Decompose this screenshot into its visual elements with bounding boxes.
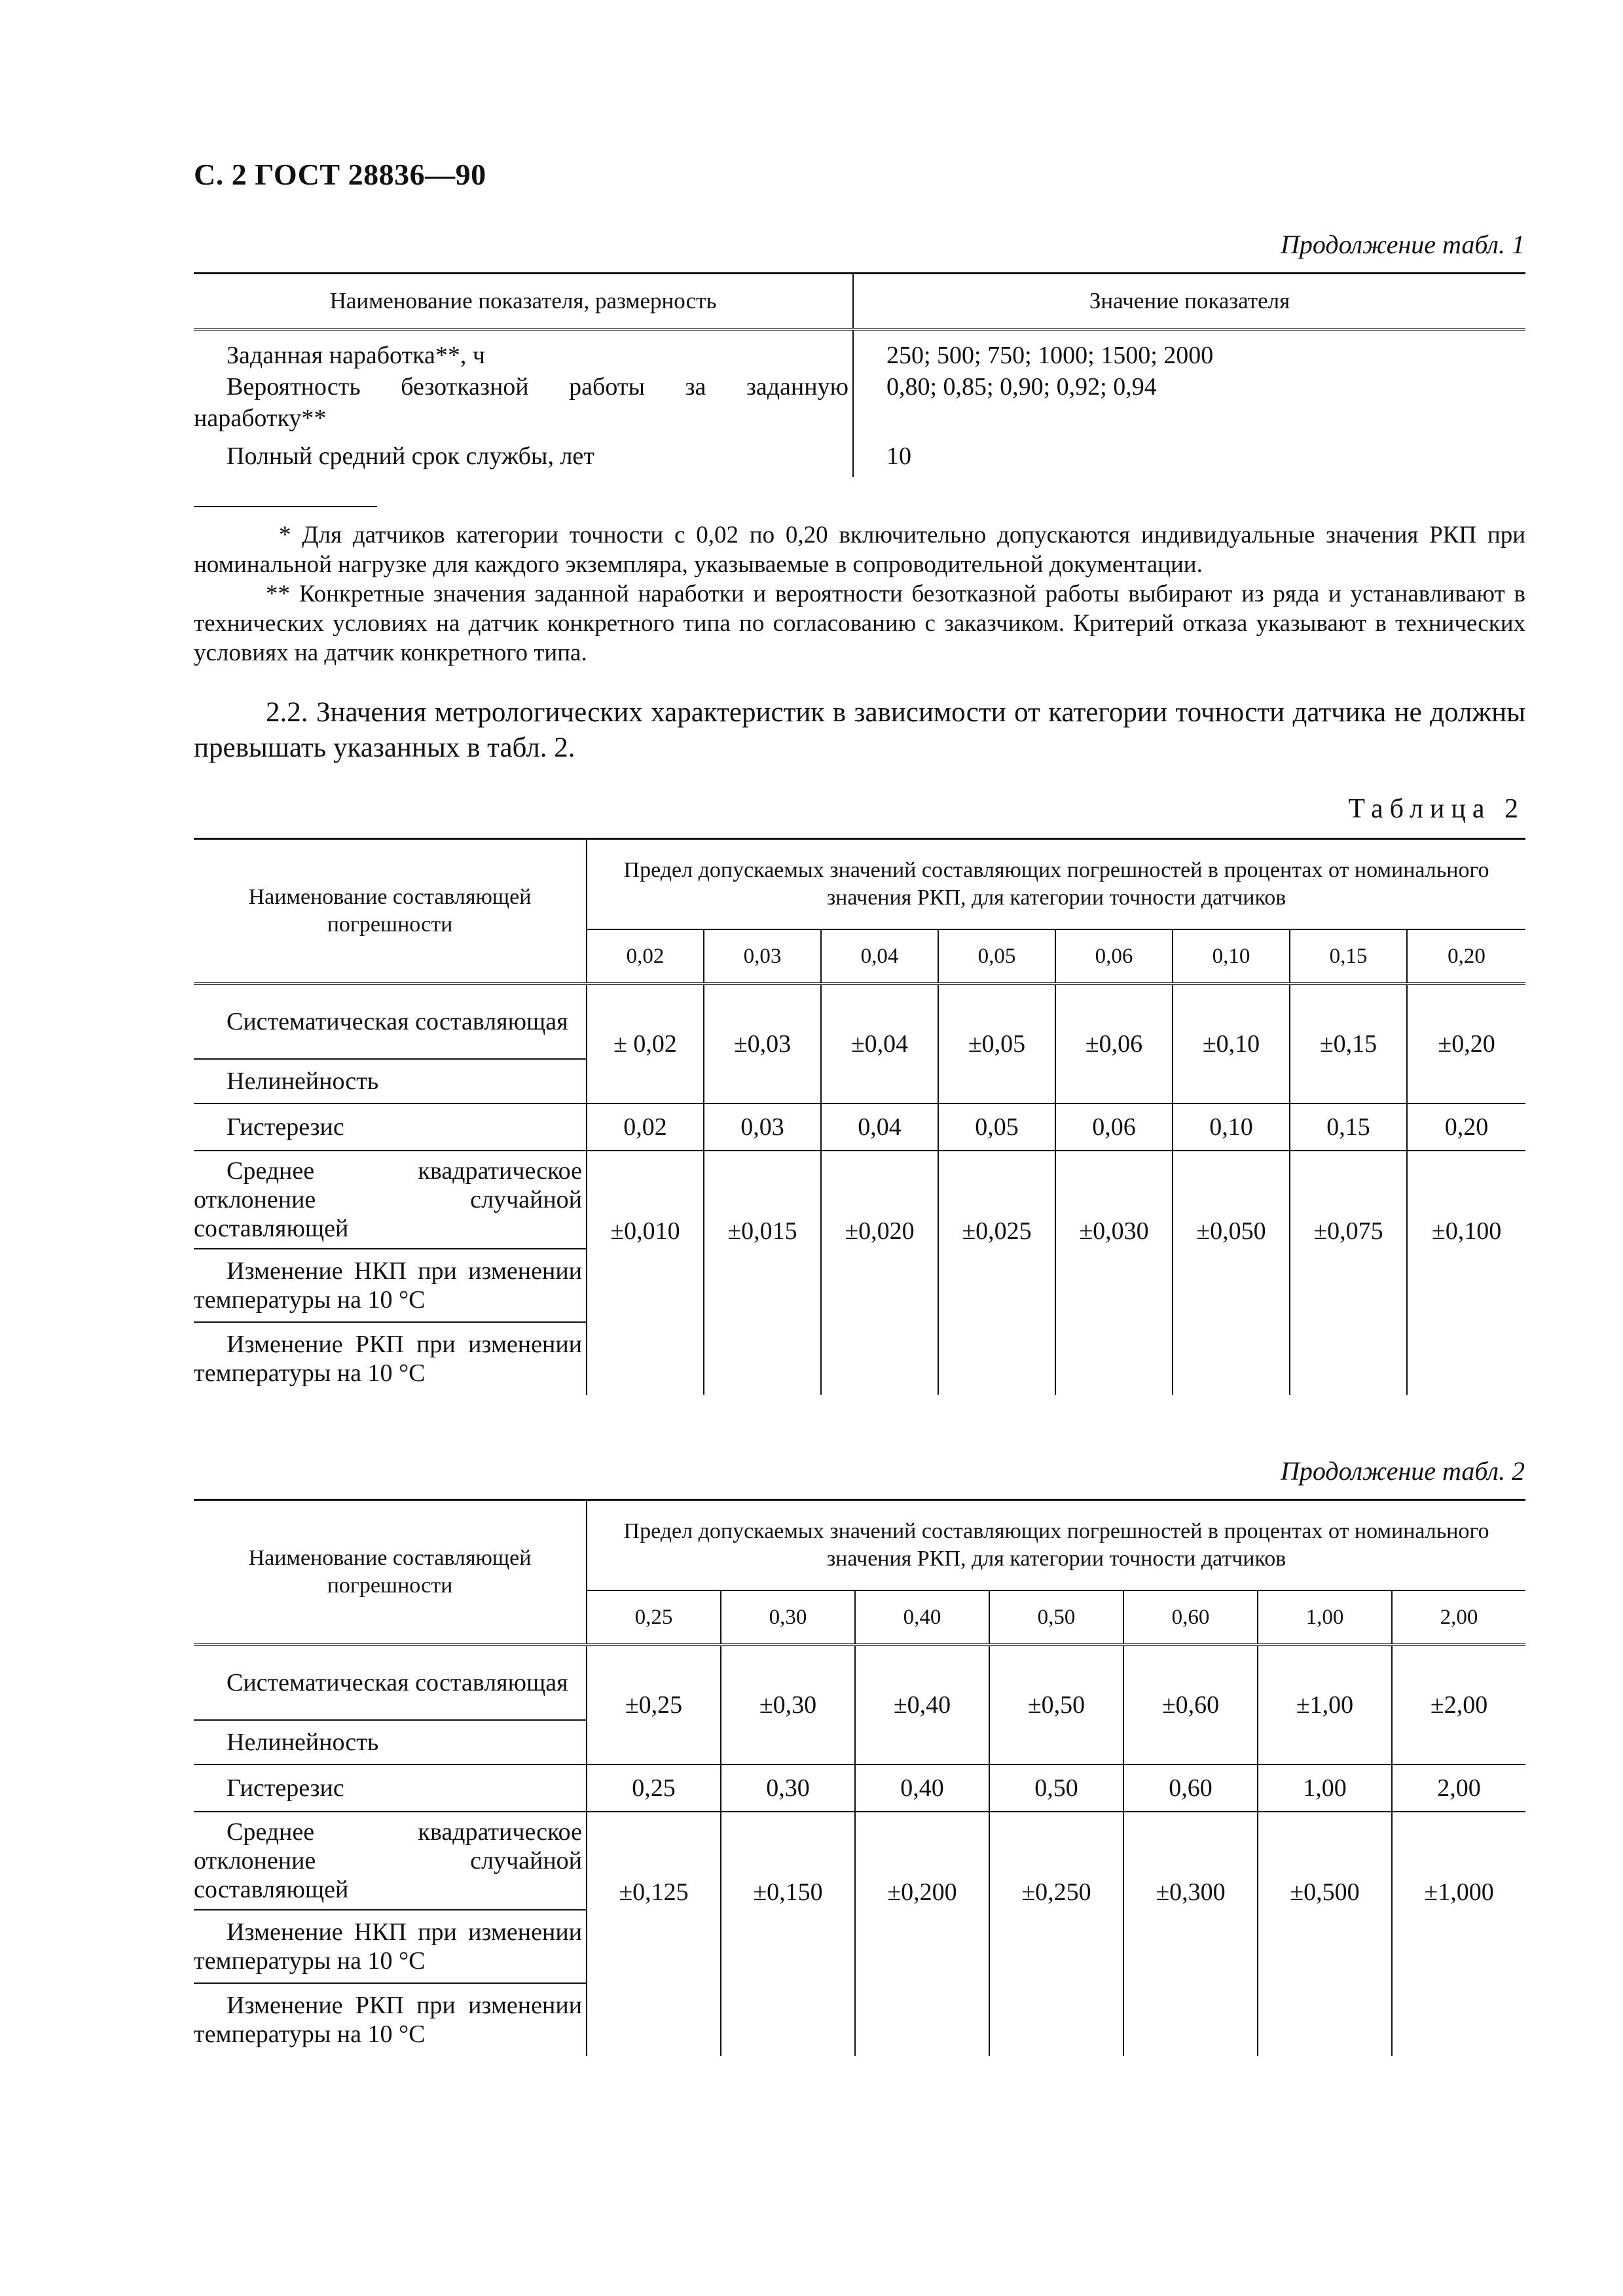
table3-caption: Продолжение табл. 2 xyxy=(1280,1456,1525,1486)
table3-category: 1,00 xyxy=(1258,1590,1392,1645)
paragraph-2-2: 2.2. Значения метрологических характеристик в зависимости от категории точности датчика не должны превышать указанных в табл. 2. xyxy=(194,697,1525,763)
table3-cell: 2,00 xyxy=(1392,1765,1525,1812)
table3-cell: 0,50 xyxy=(989,1765,1123,1812)
table2-row-hysteresis: Гистерезис xyxy=(194,1103,587,1151)
table3-cell: ±0,125 xyxy=(587,1812,721,2056)
table3-cell: 0,30 xyxy=(721,1765,855,1812)
footnote-1: * Для датчиков категории точности с 0,02 по 0,20 включительно допускаются индивидуальные значения РКП при номинальной нагрузке для каждого экземпляра, указываемые в сопроводительной документации. xyxy=(194,522,1525,578)
table3-row-nonlinearity: Нелинейность xyxy=(194,1720,587,1765)
table3-cell: ±0,250 xyxy=(989,1812,1123,2056)
table3-cell: ±1,000 xyxy=(1392,1812,1525,2056)
table2-cell: ±0,04 xyxy=(821,984,938,1103)
table2-cell: 0,04 xyxy=(821,1103,938,1151)
table2-row-nkp-change: Изменение НКП при изменении температуры на 10 °С xyxy=(194,1249,587,1322)
table2-cell: ±0,05 xyxy=(938,984,1055,1103)
table2-category: 0,05 xyxy=(938,929,1055,984)
table3-cell: 0,60 xyxy=(1123,1765,1258,1812)
table2-cell: ±0,10 xyxy=(1173,984,1290,1103)
table1-row-value: 10 xyxy=(886,442,911,470)
table2-category: 0,20 xyxy=(1407,929,1525,984)
table3-category: 0,40 xyxy=(855,1590,989,1645)
table1-col2-header: Значение показателя xyxy=(853,274,1525,330)
footnote-divider xyxy=(194,506,377,507)
table2-cell: ±0,020 xyxy=(821,1151,938,1395)
table2-category: 0,03 xyxy=(704,929,821,984)
table3-row-hysteresis: Гистерезис xyxy=(194,1765,587,1812)
table2-category: 0,02 xyxy=(587,929,704,984)
table2-category: 0,15 xyxy=(1290,929,1407,984)
table2-cell: 0,05 xyxy=(938,1103,1055,1151)
table3-limit-header: Предел допускаемых значений составляющих погрешностей в процентах от номинального значения РКП, для категории точности датчиков xyxy=(587,1500,1525,1591)
table-row xyxy=(194,1765,1525,1812)
table-row xyxy=(194,1103,1525,1151)
table2-category: 0,10 xyxy=(1173,929,1290,984)
table3-row-rkp-change: Изменение РКП при изменении температуры на 10 °С xyxy=(194,1983,587,2056)
table1-row-name: Вероятность безотказной работы за заданную наработку** xyxy=(194,371,853,434)
table3-row-nkp-change: Изменение НКП при изменении температуры на 10 °С xyxy=(194,1910,587,1983)
table2-cell: ±0,015 xyxy=(704,1151,821,1395)
table2-cell: ±0,010 xyxy=(587,1151,704,1395)
table3-cell: ±0,40 xyxy=(855,1645,989,1765)
table2-row-nonlinearity: Нелинейность xyxy=(194,1059,587,1103)
table1-header-row xyxy=(194,274,1525,330)
table2-category: 0,04 xyxy=(821,929,938,984)
table2-cell: ± 0,02 xyxy=(587,984,704,1103)
table2-row-systematic: Систематическая составляющая xyxy=(194,984,587,1059)
table2-cell: 0,10 xyxy=(1173,1103,1290,1151)
table-row xyxy=(194,984,1525,1059)
table2-cell: 0,20 xyxy=(1407,1103,1525,1151)
table2-cell: ±0,06 xyxy=(1055,984,1173,1103)
table-row xyxy=(194,329,1525,371)
table3-name-header: Наименование составляющей погрешности xyxy=(194,1500,587,1645)
table3-category: 0,30 xyxy=(721,1590,855,1645)
table1-row-name: Заданная наработка**, ч xyxy=(194,329,853,371)
footnote-2: ** Конкретные значения заданной наработки и вероятности безотказной работы выбирают из ряда и устанавливают в технических условиях на датчик конкретного типа по согласованию с заказчиком. Критерий отказа указывают в технических условиях на датчик конкретного типа. xyxy=(194,581,1525,666)
table2-cell: ±0,100 xyxy=(1407,1151,1525,1395)
table-row xyxy=(194,434,1525,477)
table3-cell: 0,25 xyxy=(587,1765,721,1812)
table2-cell: 0,15 xyxy=(1290,1103,1407,1151)
table3-category: 0,50 xyxy=(989,1590,1123,1645)
table1-row-value: 250; 500; 750; 1000; 1500; 2000 xyxy=(886,342,1214,369)
table-row xyxy=(194,1645,1525,1720)
table3-row-systematic: Систематическая составляющая xyxy=(194,1645,587,1720)
table2-cell: ±0,075 xyxy=(1290,1151,1407,1395)
table2-cell: ±0,050 xyxy=(1173,1151,1290,1395)
table3-cell: ±0,200 xyxy=(855,1812,989,2056)
table2 xyxy=(194,838,1525,1395)
table-row xyxy=(194,1151,1525,1249)
table1 xyxy=(194,272,1525,477)
table3-cell: 1,00 xyxy=(1258,1765,1392,1812)
table2-name-header: Наименование составляющей погрешности xyxy=(194,839,587,984)
table2-row-std-dev: Среднее квадратическое отклонение случайной составляющей xyxy=(194,1151,587,1249)
table2-cell: ±0,15 xyxy=(1290,984,1407,1103)
table2-cell: 0,03 xyxy=(704,1103,821,1151)
table-row xyxy=(194,371,1525,434)
table2-limit-header: Предел допускаемых значений составляющих погрешностей в процентах от номинального значения РКП, для категории точности датчиков xyxy=(587,839,1525,930)
table2-cell: ±0,025 xyxy=(938,1151,1055,1395)
table3-cell: ±0,50 xyxy=(989,1645,1123,1765)
table1-col1-header: Наименование показателя, размерность xyxy=(194,274,853,330)
table2-cell: 0,06 xyxy=(1055,1103,1173,1151)
table2-cell: ±0,20 xyxy=(1407,984,1525,1103)
table3-cell: ±0,300 xyxy=(1123,1812,1258,2056)
table2-cell: ±0,03 xyxy=(704,984,821,1103)
table3-cell: ±0,150 xyxy=(721,1812,855,2056)
table3-cell: ±0,25 xyxy=(587,1645,721,1765)
table3-row-std-dev: Среднее квадратическое отклонение случайной составляющей xyxy=(194,1812,587,1910)
page-header: С. 2 ГОСТ 28836—90 xyxy=(194,158,486,191)
table3-cell: ±0,500 xyxy=(1258,1812,1392,2056)
table2-cell: ±0,030 xyxy=(1055,1151,1173,1395)
table3-cell: ±1,00 xyxy=(1258,1645,1392,1765)
table3-category: 2,00 xyxy=(1392,1590,1525,1645)
table3-category: 0,25 xyxy=(587,1590,721,1645)
table1-row-value: 0,80; 0,85; 0,90; 0,92; 0,94 xyxy=(886,373,1157,401)
table3-cell: ±0,30 xyxy=(721,1645,855,1765)
table2-continuation xyxy=(194,1499,1525,2056)
table3-cell: ±0,60 xyxy=(1123,1645,1258,1765)
table1-row-name: Полный средний срок службы, лет xyxy=(194,434,853,477)
table2-row-rkp-change: Изменение РКП при изменении температуры на 10 °С xyxy=(194,1322,587,1395)
table-row xyxy=(194,1812,1525,1910)
table3-cell: 0,40 xyxy=(855,1765,989,1812)
table3-cell: ±2,00 xyxy=(1392,1645,1525,1765)
table1-caption: Продолжение табл. 1 xyxy=(1280,230,1525,259)
table2-caption: Таблица 2 xyxy=(1348,794,1525,824)
table2-category: 0,06 xyxy=(1055,929,1173,984)
table2-cell: 0,02 xyxy=(587,1103,704,1151)
table3-category: 0,60 xyxy=(1123,1590,1258,1645)
